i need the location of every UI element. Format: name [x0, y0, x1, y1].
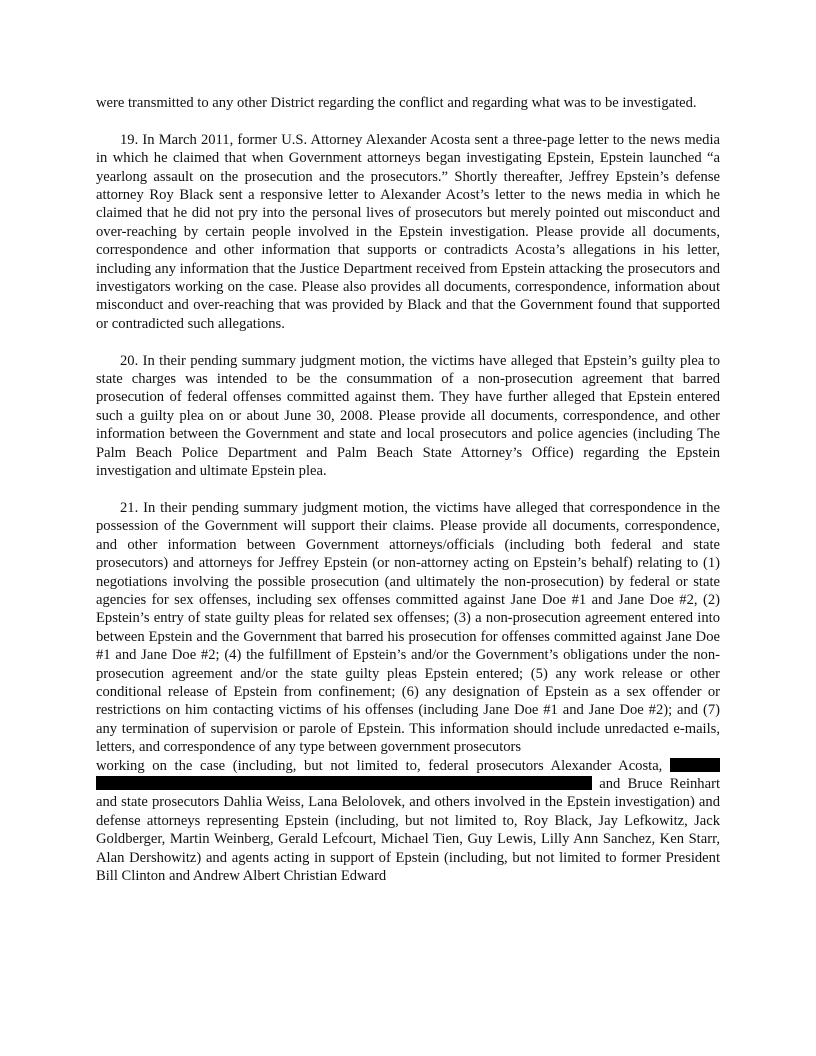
redaction-block — [670, 758, 720, 772]
redacted-line-1-text: working on the case (including, but not limited to, federal prosecutors Alexander Acosta, — [96, 757, 663, 774]
redacted-line-1 — [96, 757, 720, 775]
paragraph-20: 20. In their pending summary judgment motion, the victims have alleged that Epstein’s guilty plea to state charges was intended to be the consummation of a non-prosecution agreement that barred prosecution of federal offenses committed against them. They have further alleged that Epstein entered such a guilty plea on or about June 30, 2008. Please provide all documents, correspondence, and other information between the Government and state and local prosecutors and police agencies (including The Palm Beach Police Department and Palm Beach State Attorney’s Office) regarding the Epstein investigation and ultimate Epstein plea. — [96, 352, 720, 480]
redaction-block — [96, 776, 592, 790]
redacted-line-2 — [96, 775, 720, 793]
document-page — [96, 94, 720, 904]
paragraph-21 — [96, 499, 720, 886]
carryover-paragraph: were transmitted to any other District regarding the conflict and regarding what was to be investigated. — [96, 95, 697, 111]
redacted-line-2-text: and Bruce Reinhart — [599, 775, 720, 792]
paragraph-19: 19. In March 2011, former U.S. Attorney Alexander Acosta sent a three-page letter to the news media in which he claimed that when Government attorneys began investigating Epstein, Epstein launched “a yearlong assault on the prosecution and the prosecutors.” Shortly thereafter, Jeffrey Epstein’s defense attorney Roy Black sent a responsive letter to Alexander Acost’s letter to the news media in which he claimed that he did not pry into the personal lives of prosecutors but merely pointed out misconduct and over-reaching by certain people involved in the Epstein investigation. Please provide all documents, correspondence and other information that supports or contradicts Acosta’s allegations in his letter, including any information that the Justice Department received from Epstein attacking the prosecutors and investigators working on the case. Please also provides all documents, correspondence, information about misconduct and over-reaching that was provided by Black and that the Government found that supported or contradicted such allegations. — [96, 131, 720, 332]
paragraph-21-body: 21. In their pending summary judgment motion, the victims have alleged that correspondence in the possession of the Government will support their claims. Please provide all documents, correspondence, and other information between Government attorneys/officials (including both federal and state prosecutors) and attorneys for Jeffrey Epstein (or non-attorney acting on Epstein’s behalf) relating to (1) negotiations involving the possible prosecution (and ultimately the non-prosecution) by federal or state agencies for sex offenses, including sex offenses committed against Jane Doe #1 and Jane Doe #2, (2) Epstein’s entry of state guilty pleas for related sex offenses; (3) a non-prosecution agreement entered into between Epstein and the Government that barred his prosecution for offenses committed against Jane Doe #1 and Jane Doe #2; (4) the fulfillment of Epstein’s and/or the Government’s obligations under the non-prosecution agreement and/or the state guilty pleas Epstein entered; (5) any work release or other conditional release of Epstein from confinement; (6) any designation of Epstein as a sex offender or restrictions on him contacting victims of his offenses (including Jane Doe #1 and Jane Doe #2); and (7) any termination of supervision or parole of Epstein. This information should include unredacted e-mails, letters, and correspondence of any type between government prosecutors — [96, 499, 720, 756]
paragraph-21-continued: and state prosecutors Dahlia Weiss, Lana Belolovek, and others involved in the Epstein investigation) and defense attorneys representing Epstein (including, but not limited to, Roy Black, Jay Lefkowitz, Jack Goldberger, Martin Weinberg, Gerald Lefcourt, Michael Tien, Guy Lewis, Lilly Ann Sanchez, Ken Starr, Alan Dershowitz) and agents acting in support of Epstein (including, but not limited to former President Bill Clinton and Andrew Albert Christian Edward — [96, 794, 720, 885]
